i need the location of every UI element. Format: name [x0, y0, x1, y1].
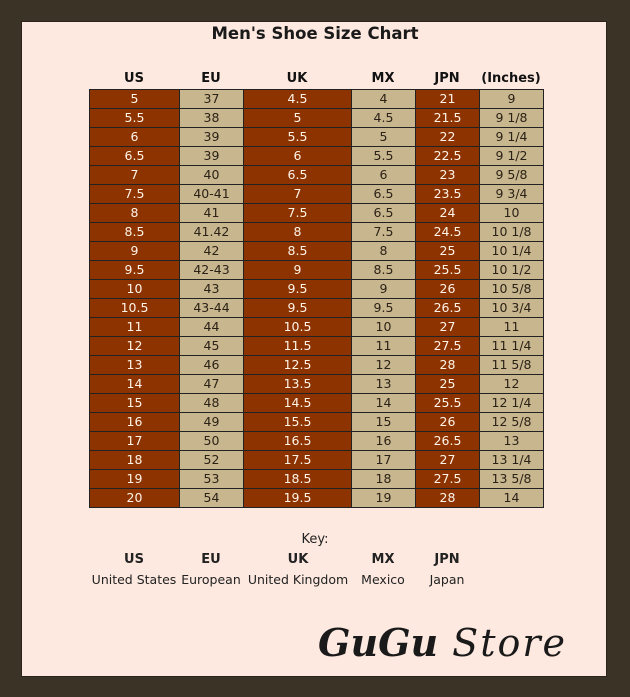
table-cell: 17 — [90, 432, 180, 451]
table-cell: 8 — [352, 242, 416, 261]
table-cell: 13 — [352, 375, 416, 394]
table-cell: 37 — [180, 90, 244, 109]
key-name: European — [181, 572, 241, 587]
table-row — [90, 280, 544, 299]
table-cell: 10 3/4 — [480, 299, 544, 318]
table-row — [90, 318, 544, 337]
table-row — [90, 147, 544, 166]
table-cell: 7.5 — [244, 204, 352, 223]
table-cell: 26.5 — [416, 432, 480, 451]
table-row — [90, 451, 544, 470]
table-cell: 14 — [480, 489, 544, 508]
table-row — [90, 204, 544, 223]
table-row — [90, 375, 544, 394]
table-cell: 18 — [90, 451, 180, 470]
table-cell: 16.5 — [244, 432, 352, 451]
column-header: UK — [286, 71, 308, 86]
table-cell: 7 — [244, 185, 352, 204]
table-cell: 5 — [90, 90, 180, 109]
table-cell: 13 5/8 — [480, 470, 544, 489]
table-cell: 18 — [352, 470, 416, 489]
table-cell: 21.5 — [416, 109, 480, 128]
table-cell: 19.5 — [244, 489, 352, 508]
table-cell: 17.5 — [244, 451, 352, 470]
table-cell: 43-44 — [180, 299, 244, 318]
table-cell: 12 — [480, 375, 544, 394]
table-cell: 8.5 — [90, 223, 180, 242]
key-abbreviation: MX — [371, 552, 395, 567]
table-cell: 21 — [416, 90, 480, 109]
logo-gugu: GuGu — [318, 620, 439, 665]
key-abbreviation: EU — [201, 552, 221, 567]
table-cell: 11 1/4 — [480, 337, 544, 356]
key-name: Japan — [429, 572, 465, 587]
table-cell: 41.42 — [180, 223, 244, 242]
table-cell: 14.5 — [244, 394, 352, 413]
table-cell: 8 — [90, 204, 180, 223]
table-cell: 44 — [180, 318, 244, 337]
table-row — [90, 166, 544, 185]
table-cell: 9.5 — [90, 261, 180, 280]
table-cell: 5 — [352, 128, 416, 147]
table-cell: 6.5 — [90, 147, 180, 166]
table-cell: 22 — [416, 128, 480, 147]
table-cell: 13 — [90, 356, 180, 375]
key-title: Key: — [301, 532, 329, 547]
table-cell: 52 — [180, 451, 244, 470]
key-abbreviation: UK — [287, 552, 309, 567]
table-cell: 9 — [244, 261, 352, 280]
key-name: United Kingdom — [247, 572, 349, 587]
table-cell: 9 1/8 — [480, 109, 544, 128]
table-cell: 43 — [180, 280, 244, 299]
table-cell: 12 5/8 — [480, 413, 544, 432]
table-cell: 42 — [180, 242, 244, 261]
table-cell: 25 — [416, 242, 480, 261]
table-row — [90, 185, 544, 204]
table-cell: 6.5 — [352, 185, 416, 204]
table-row — [90, 470, 544, 489]
table-row — [90, 337, 544, 356]
table-cell: 18.5 — [244, 470, 352, 489]
table-cell: 12 — [90, 337, 180, 356]
table-cell: 41 — [180, 204, 244, 223]
table-row — [90, 223, 544, 242]
table-cell: 12.5 — [244, 356, 352, 375]
table-row — [90, 356, 544, 375]
table-cell: 4.5 — [244, 90, 352, 109]
column-header: (Inches) — [481, 71, 541, 86]
table-cell: 10 — [90, 280, 180, 299]
column-header: EU — [201, 71, 221, 86]
table-cell: 9.5 — [352, 299, 416, 318]
table-cell: 54 — [180, 489, 244, 508]
table-cell: 23.5 — [416, 185, 480, 204]
table-cell: 13 — [480, 432, 544, 451]
table-cell: 9 5/8 — [480, 166, 544, 185]
table-row — [90, 242, 544, 261]
table-row — [90, 128, 544, 147]
table-cell: 10 — [352, 318, 416, 337]
table-cell: 11.5 — [244, 337, 352, 356]
table-cell: 25.5 — [416, 394, 480, 413]
table-cell: 27 — [416, 451, 480, 470]
table-row — [90, 432, 544, 451]
table-cell: 27.5 — [416, 337, 480, 356]
table-cell: 9 1/4 — [480, 128, 544, 147]
table-cell: 7.5 — [90, 185, 180, 204]
table-cell: 10.5 — [244, 318, 352, 337]
table-cell: 28 — [416, 356, 480, 375]
table-cell: 39 — [180, 147, 244, 166]
table-cell: 45 — [180, 337, 244, 356]
table-cell: 10.5 — [90, 299, 180, 318]
table-cell: 10 1/2 — [480, 261, 544, 280]
table-cell: 9 1/2 — [480, 147, 544, 166]
table-row — [90, 489, 544, 508]
table-cell: 16 — [90, 413, 180, 432]
table-row — [90, 261, 544, 280]
key-abbreviation: US — [124, 552, 144, 567]
table-cell: 16 — [352, 432, 416, 451]
table-cell: 7 — [90, 166, 180, 185]
table-cell: 8.5 — [244, 242, 352, 261]
table-cell: 14 — [352, 394, 416, 413]
table-cell: 8.5 — [352, 261, 416, 280]
table-cell: 26 — [416, 413, 480, 432]
table-cell: 9 — [480, 90, 544, 109]
table-cell: 6.5 — [352, 204, 416, 223]
chart-frame — [21, 21, 607, 677]
table-cell: 6 — [244, 147, 352, 166]
table-cell: 4 — [352, 90, 416, 109]
table-row — [90, 90, 544, 109]
table-cell: 40-41 — [180, 185, 244, 204]
table-cell: 12 1/4 — [480, 394, 544, 413]
column-header: MX — [371, 71, 395, 86]
table-cell: 12 — [352, 356, 416, 375]
page-title: Men's Shoe Size Chart — [211, 24, 419, 43]
table-row — [90, 299, 544, 318]
table-cell: 27 — [416, 318, 480, 337]
table-cell: 19 — [90, 470, 180, 489]
table-cell: 10 5/8 — [480, 280, 544, 299]
table-cell: 11 — [480, 318, 544, 337]
key-name: United States — [91, 572, 177, 587]
table-cell: 48 — [180, 394, 244, 413]
table-cell: 10 — [480, 204, 544, 223]
logo-store: Store — [452, 621, 568, 665]
key-name: Mexico — [361, 572, 405, 587]
table-cell: 6 — [90, 128, 180, 147]
table-cell: 9 — [90, 242, 180, 261]
table-cell: 39 — [180, 128, 244, 147]
store-logo — [318, 620, 567, 665]
table-cell: 5.5 — [352, 147, 416, 166]
table-row — [90, 109, 544, 128]
table-cell: 9.5 — [244, 280, 352, 299]
table-cell: 47 — [180, 375, 244, 394]
table-cell: 15 — [352, 413, 416, 432]
table-cell: 24 — [416, 204, 480, 223]
table-cell: 11 — [90, 318, 180, 337]
table-cell: 25.5 — [416, 261, 480, 280]
table-cell: 9 3/4 — [480, 185, 544, 204]
table-cell: 53 — [180, 470, 244, 489]
table-cell: 26 — [416, 280, 480, 299]
table-cell: 15 — [90, 394, 180, 413]
table-cell: 10 1/4 — [480, 242, 544, 261]
table-cell: 22.5 — [416, 147, 480, 166]
table-cell: 38 — [180, 109, 244, 128]
table-cell: 8 — [244, 223, 352, 242]
table-cell: 5 — [244, 109, 352, 128]
table-row — [90, 413, 544, 432]
table-cell: 6 — [352, 166, 416, 185]
table-cell: 50 — [180, 432, 244, 451]
table-cell: 7.5 — [352, 223, 416, 242]
table-cell: 25 — [416, 375, 480, 394]
table-cell: 42-43 — [180, 261, 244, 280]
table-cell: 40 — [180, 166, 244, 185]
table-cell: 13 1/4 — [480, 451, 544, 470]
table-cell: 6.5 — [244, 166, 352, 185]
table-cell: 27.5 — [416, 470, 480, 489]
table-cell: 13.5 — [244, 375, 352, 394]
table-cell: 26.5 — [416, 299, 480, 318]
column-header: JPN — [434, 71, 460, 86]
table-cell: 5.5 — [90, 109, 180, 128]
table-cell: 17 — [352, 451, 416, 470]
table-cell: 28 — [416, 489, 480, 508]
column-header: US — [124, 71, 144, 86]
table-cell: 23 — [416, 166, 480, 185]
table-cell: 24.5 — [416, 223, 480, 242]
table-cell: 19 — [352, 489, 416, 508]
table-cell: 5.5 — [244, 128, 352, 147]
table-cell: 10 1/8 — [480, 223, 544, 242]
table-cell: 11 5/8 — [480, 356, 544, 375]
table-cell: 15.5 — [244, 413, 352, 432]
table-cell: 4.5 — [352, 109, 416, 128]
size-table — [89, 89, 544, 508]
table-cell: 9.5 — [244, 299, 352, 318]
table-cell: 14 — [90, 375, 180, 394]
table-cell: 11 — [352, 337, 416, 356]
table-cell: 20 — [90, 489, 180, 508]
key-abbreviation: JPN — [434, 552, 460, 567]
table-cell: 46 — [180, 356, 244, 375]
table-cell: 9 — [352, 280, 416, 299]
table-cell: 49 — [180, 413, 244, 432]
table-row — [90, 394, 544, 413]
